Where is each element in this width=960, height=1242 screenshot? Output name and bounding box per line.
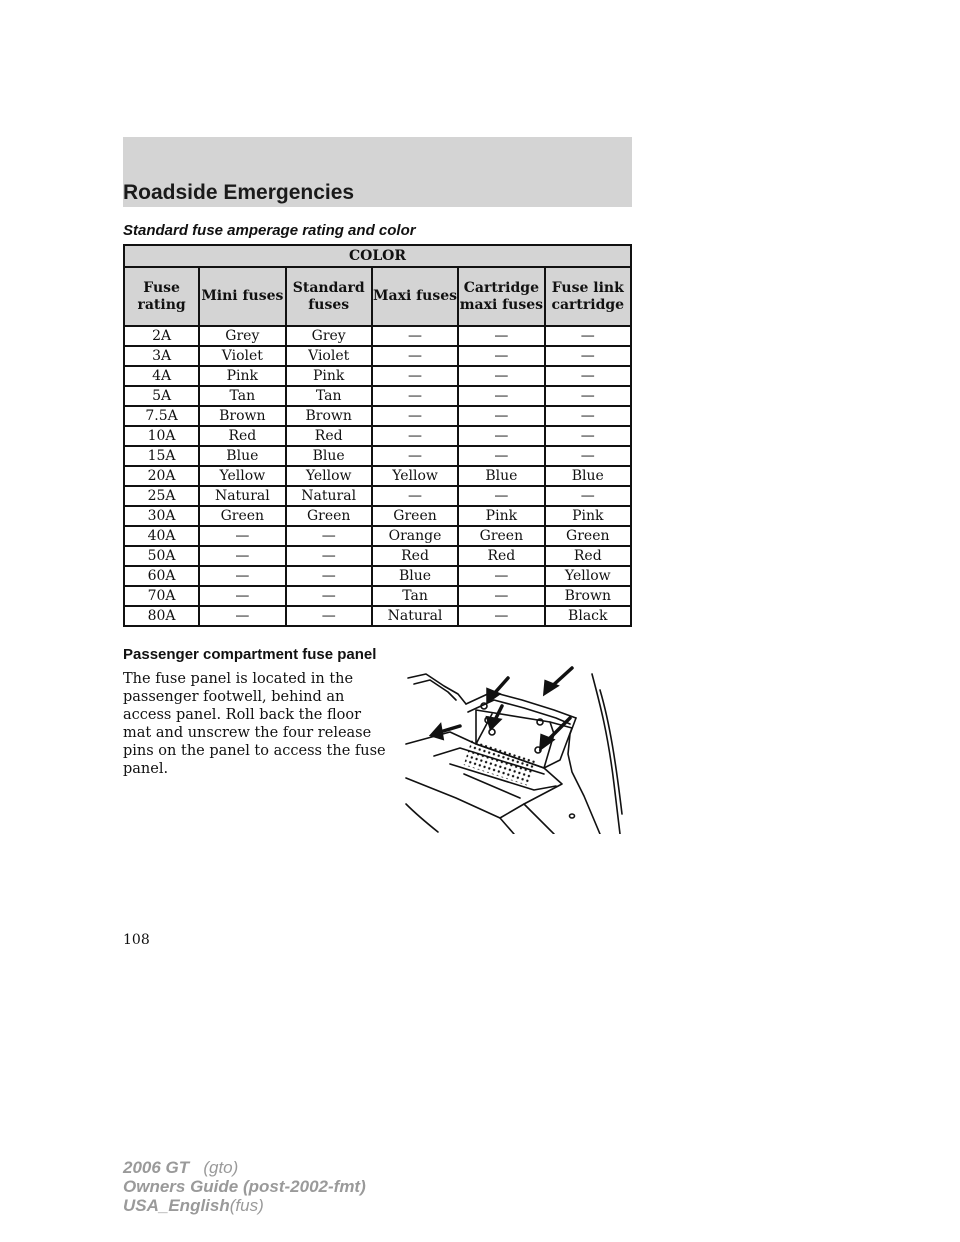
table-cell: Tan [199,386,285,406]
table-cell: Violet [286,346,372,366]
table-cell: — [286,546,372,566]
table-cell: 5A [124,386,199,406]
table-cell: — [199,586,285,606]
table-cell: — [545,346,631,366]
table-cell: 25A [124,486,199,506]
table-cell: — [458,586,544,606]
table-cell: Green [458,526,544,546]
table-cell: Pink [458,506,544,526]
table-cell: Brown [199,406,285,426]
arrow-icon [488,706,502,728]
table-cell: 40A [124,526,199,546]
table-cell: Red [199,426,285,446]
table-cell: — [286,566,372,586]
table-cell: — [545,426,631,446]
table-cell: 60A [124,566,199,586]
table-cell: Blue [545,466,631,486]
footer-language: USA_English [123,1196,230,1215]
table-cell: — [199,526,285,546]
table-cell: — [372,326,458,346]
table-cell: 70A [124,586,199,606]
table-cell: — [286,586,372,606]
table-cell: Pink [199,366,285,386]
footer-guide: Owners Guide (post-2002-fmt) [123,1177,366,1196]
table-row [124,546,631,566]
table-cell: 15A [124,446,199,466]
table-cell: — [545,326,631,346]
table-column-header: Mini fuses [199,267,285,326]
table-cell: — [458,406,544,426]
table-row [124,506,631,526]
table-cell: Pink [545,506,631,526]
table-cell: Grey [286,326,372,346]
table-cell: — [286,526,372,546]
table-cell: — [458,486,544,506]
table-row [124,346,631,366]
table-cell: — [199,566,285,586]
table-cell: — [458,366,544,386]
document-footer [123,1158,366,1215]
table-cell: — [458,326,544,346]
table-row [124,526,631,546]
footer-language-code: (fus) [229,1196,264,1215]
table-row [124,446,631,466]
table-cell: Blue [458,466,544,486]
table-cell: 10A [124,426,199,446]
table-cell: — [372,346,458,366]
table-cell: — [372,426,458,446]
table-row [124,326,631,346]
table-row [124,586,631,606]
table-cell: — [372,446,458,466]
table-cell: Natural [372,606,458,626]
table-cell: Black [545,606,631,626]
arrow-icon [432,726,460,738]
table-cell: 80A [124,606,199,626]
table-cell: — [458,566,544,586]
subsection-title: Passenger compartment fuse panel [123,646,377,663]
table-cell: — [458,386,544,406]
table-cell: Brown [545,586,631,606]
table-cell: Tan [372,586,458,606]
table-cell: — [372,406,458,426]
table-cell: 7.5A [124,406,199,426]
table-cell: — [286,606,372,626]
footer-model-code: (gto) [203,1158,239,1177]
table-cell: 4A [124,366,199,386]
section-title: Standard fuse amperage rating and color [123,222,416,239]
table-cell: — [372,366,458,386]
table-row [124,566,631,586]
table-column-header: Fuse link cartridge [545,267,631,326]
table-cell: Natural [286,486,372,506]
body-paragraph: The fuse panel is located in the passenger footwell, behind an access panel. Roll back the floor mat and unscrew the four release pins on the panel to access the fuse panel. [123,671,386,777]
arrow-icon [545,668,572,693]
table-cell: — [458,446,544,466]
table-cell: Blue [372,566,458,586]
table-cell: — [199,546,285,566]
table-cell: Blue [286,446,372,466]
table-cell: Red [545,546,631,566]
page-number: 108 [123,932,150,948]
table-cell: Yellow [372,466,458,486]
table-cell: 50A [124,546,199,566]
table-cell: Pink [286,366,372,386]
table-cell: — [545,386,631,406]
table-cell: Tan [286,386,372,406]
table-cell: Grey [199,326,285,346]
table-cell: Green [545,526,631,546]
table-cell: 2A [124,326,199,346]
table-row [124,486,631,506]
arrow-icon [488,678,508,701]
table-row [124,406,631,426]
table-cell: Blue [199,446,285,466]
table-row [124,386,631,406]
table-cell: Red [286,426,372,446]
table-cell: Violet [199,346,285,366]
table-cell: — [545,446,631,466]
table-group-header: COLOR [124,245,631,267]
table-cell: — [372,486,458,506]
table-cell: Green [199,506,285,526]
table-cell: Green [286,506,372,526]
table-cell: Yellow [199,466,285,486]
table-cell: — [545,366,631,386]
table-cell: Orange [372,526,458,546]
table-row [124,366,631,386]
table-cell: Green [372,506,458,526]
fuse-panel-figure [404,664,632,834]
table-cell: Yellow [286,466,372,486]
table-column-header: Standard fuses [286,267,372,326]
table-cell: Red [372,546,458,566]
page-header-title: Roadside Emergencies [123,181,355,204]
table-column-header: Fuse rating [124,267,199,326]
header-band [123,137,632,207]
table-cell: Brown [286,406,372,426]
table-cell: 30A [124,506,199,526]
table-cell: — [372,386,458,406]
table-cell: — [199,606,285,626]
table-cell: Red [458,546,544,566]
table-cell: — [458,426,544,446]
table-cell: — [545,406,631,426]
table-column-header: Maxi fuses [372,267,458,326]
table-cell: 3A [124,346,199,366]
table-row [124,606,631,626]
table-cell: Natural [199,486,285,506]
fuse-color-table [123,244,632,627]
table-row [124,426,631,446]
table-cell: 20A [124,466,199,486]
table-cell: — [545,486,631,506]
table-cell: Yellow [545,566,631,586]
table-column-header: Cartridge maxi fuses [458,267,544,326]
table-row [124,466,631,486]
table-cell: — [458,606,544,626]
footer-model: 2006 GT [123,1158,190,1177]
table-cell: — [458,346,544,366]
